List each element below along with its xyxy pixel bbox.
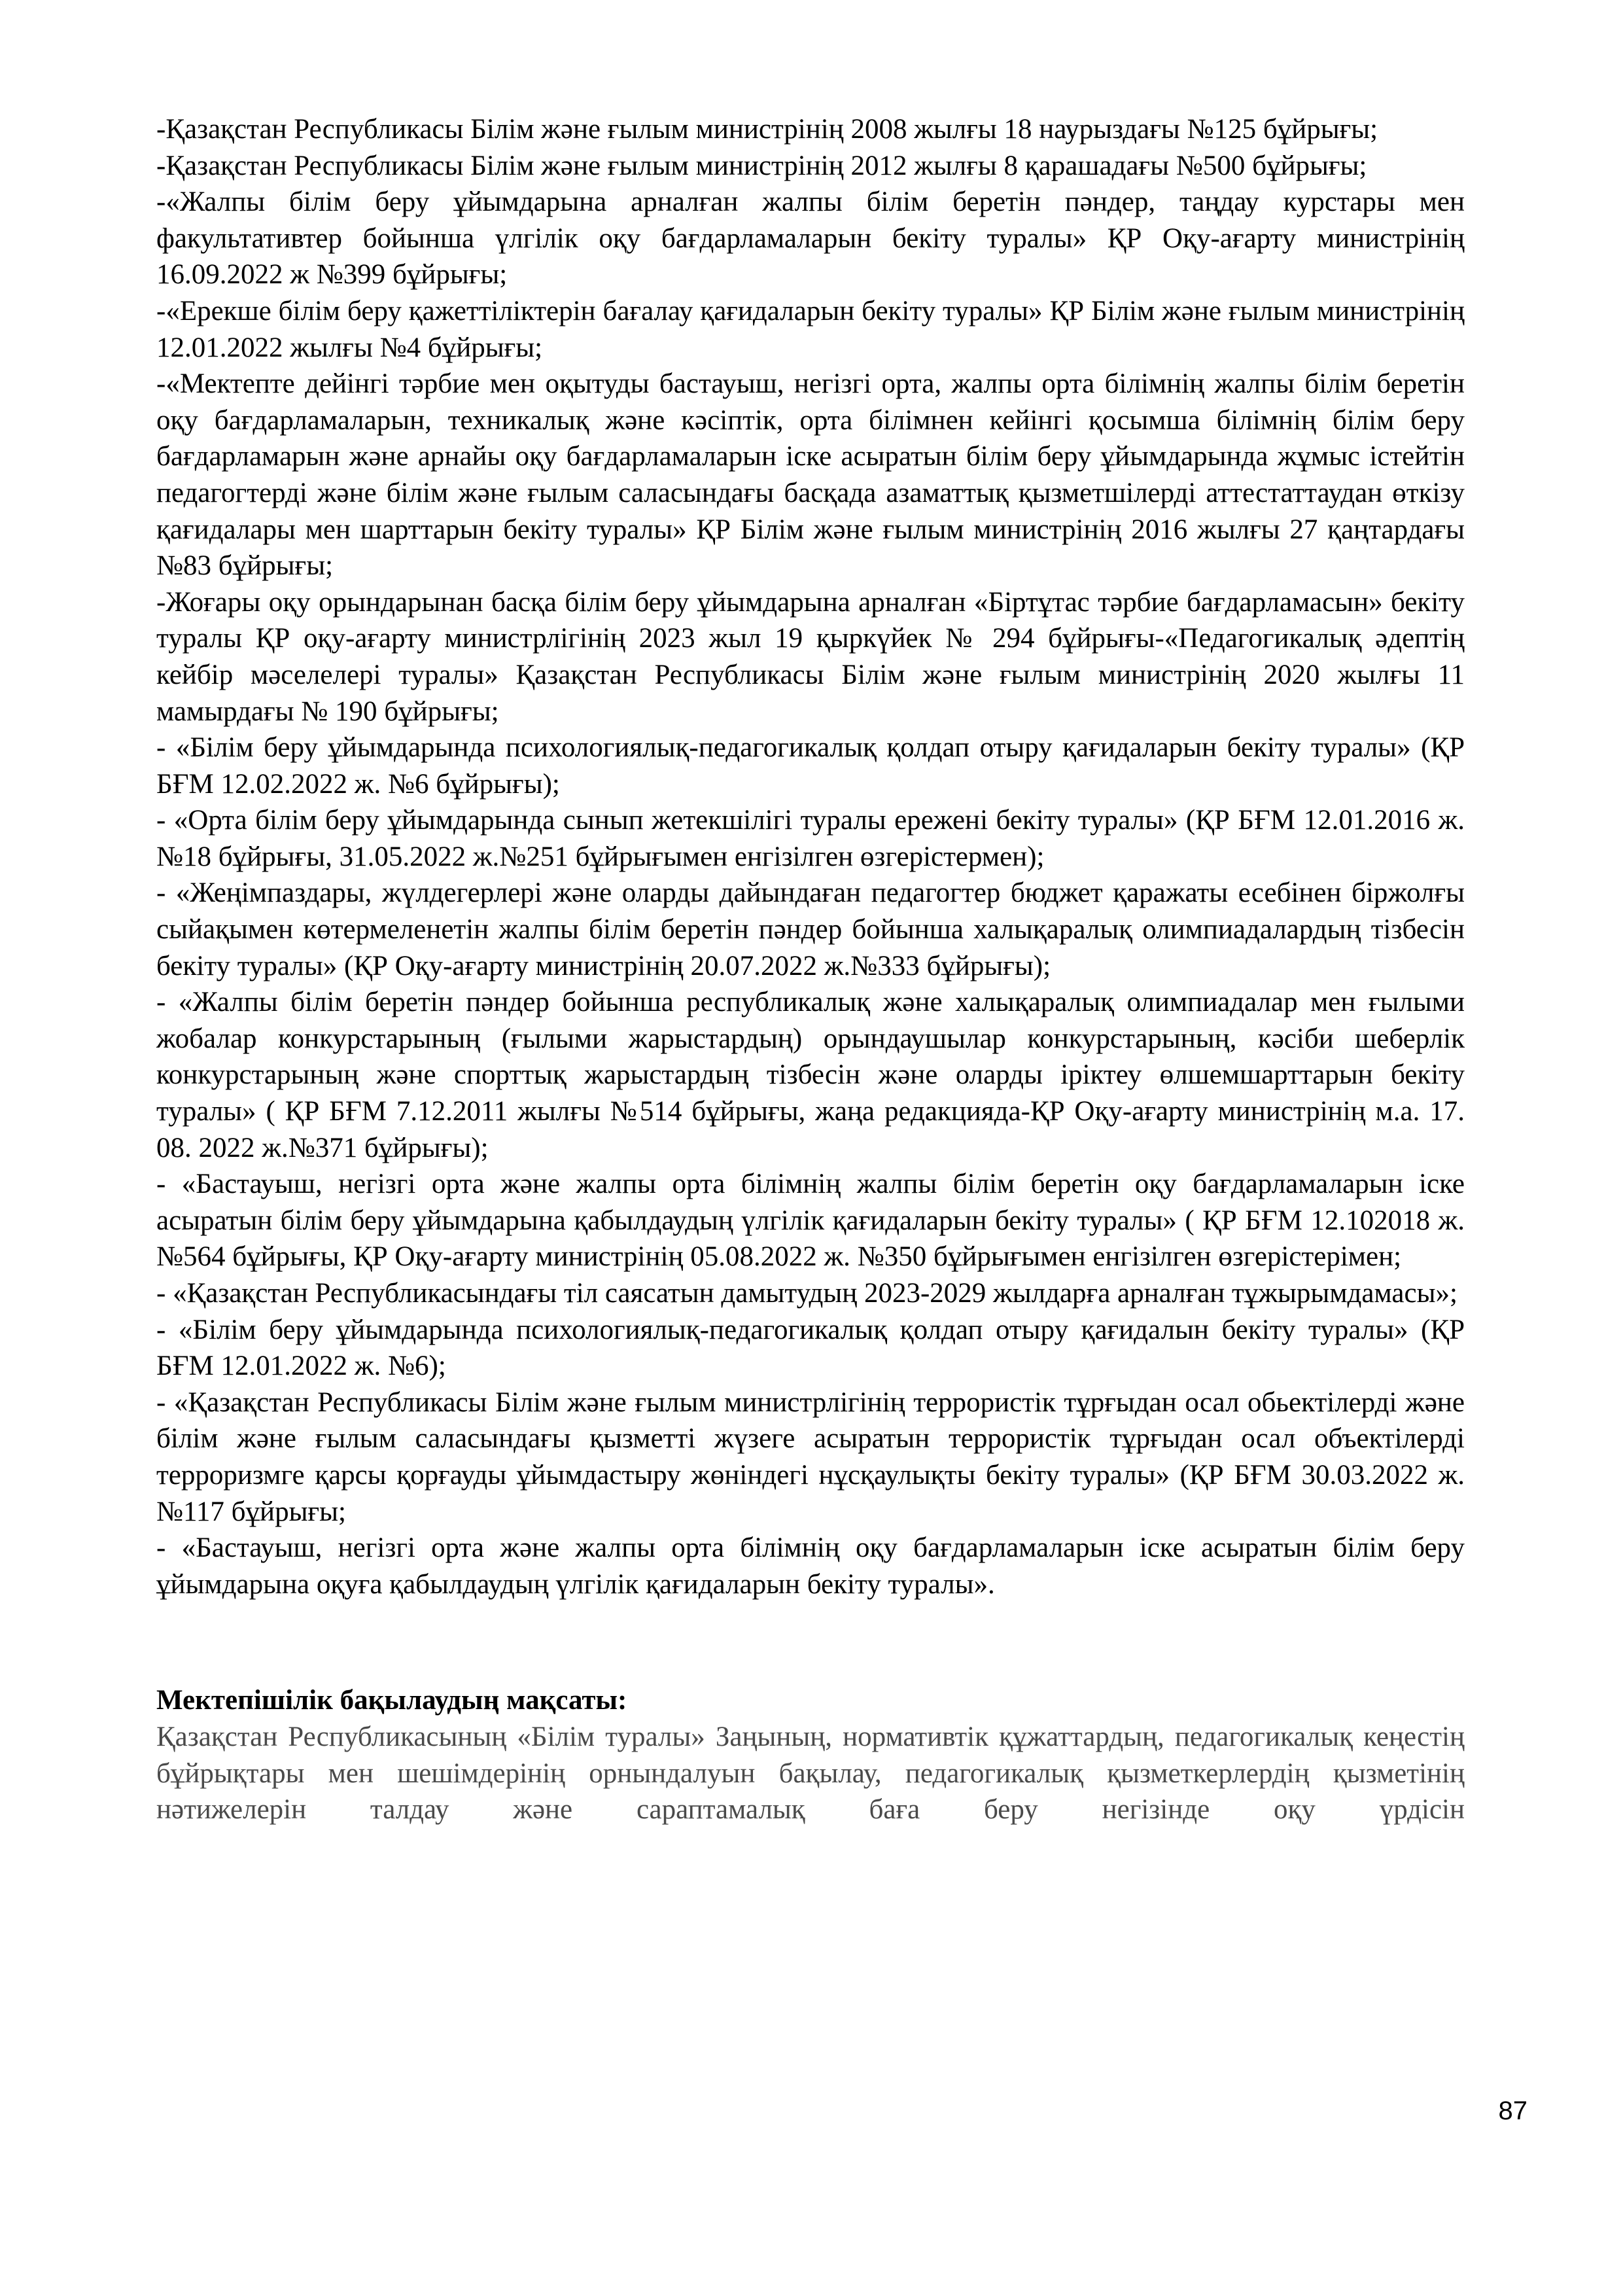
regulations-list [156,111,1465,1602]
list-item: -«Ерекше білім беру қажеттіліктерін бағалау қағидаларын бекіту туралы» ҚР Білім және ғылым министрінің 12.01.2022 жылғы №4 бұйрығы; [156,295,1465,363]
list-item: - «Орта білім беру ұйымдарында сынып жетекшілігі туралы ережені бекіту туралы» (ҚР БҒМ 12.01.2016 ж.№18 бұйрығы, 31.05.2022 ж.№251 бұйрығымен енгізілген өзгерістермен); [156,805,1465,872]
list-item: - «Қазақстан Республикасындағы тіл саясатын дамытудың 2023-2029 жылдарға арналған тұжырымдамасы»; [156,1278,1457,1309]
list-item: -«Жалпы білім беру ұйымдарына арналған жалпы білім беретін пәндер, таңдау курстары мен факультативтер бойынша үлгілік оқу бағдарламаларын бекіту туралы» ҚР Оқу-ағарту министрінің 16.09.2022 ж №399 бұйрығы; [156,186,1465,291]
list-item: - «Білім беру ұйымдарында психологиялық-педагогикалық қолдап отыру қағидалын бекіту туралы» (ҚР БҒМ 12.01.2022 ж. №6); [156,1314,1465,1382]
document-page [156,111,1465,1828]
list-item: -Қазақстан Республикасы Білім және ғылым министрінің 2012 жылғы 8 қарашадағы №500 бұйрығы; [156,150,1367,181]
section-spacer [156,1602,1465,1682]
list-item: -Жоғары оқу орындарынан басқа білім беру ұйымдарына арналған «Біртұтас тәрбие бағдарламасын» бекіту туралы ҚР оқу-ағарту министрлігінің 2023 жыл 19 қыркүйек № 294 бұйрығы-«Педагогикалық әдептің кейбір мәселелері туралы» Қазақстан Республикасы Білім және ғылым министрінің 2020 жылғы 11 мамырдағы № 190 бұйрығы; [156,586,1465,727]
page-number: 87 [1498,2096,1527,2125]
list-item: -Қазақстан Республикасы Білім және ғылым министрінің 2008 жылғы 18 наурыздағы №125 бұйрығы; [156,114,1378,145]
list-item: - «Білім беру ұйымдарында психологиялық-педагогикалық қолдап отыру қағидаларын бекіту туралы» (ҚР БҒМ 12.02.2022 ж. №6 бұйрығы); [156,732,1465,800]
list-item: - «Бастауыш, негізгі орта және жалпы орта білімнің жалпы білім беретін оқу бағдарламаларын іске асыратын білім беру ұйымдарына қабылдаудың үлгілік қағидаларын бекіту туралы» ( ҚР БҒМ 12.102018 ж. №564 бұйрығы, ҚР Оқу-ағарту министрінің 05.08.2022 ж. №350 бұйрығымен енгізілген өзгерістерімен; [156,1169,1465,1273]
list-item: - «Бастауыш, негізгі орта және жалпы орта білімнің оқу бағдарламаларын іске асыратын білім беру ұйымдарына оқуға қабылдаудың үлгілік қағидаларын бекіту туралы». [156,1532,1465,1600]
list-item: - «Қазақстан Республикасы Білім және ғылым министрлігінің террористік тұрғыдан осал обьектілерді және білім және ғылым саласындағы қызметті жүзеге асыратын террористік тұрғыдан осал объектілерді терроризмге қарсы қорғауды ұйымдастыру жөніндегі нұсқаулықты бекіту туралы» (ҚР БҒМ 30.03.2022 ж. №117 бұйрығы; [156,1386,1465,1527]
list-item: -«Мектепте дейінгі тәрбие мен оқытуды бастауыш, негізгі орта, жалпы орта білімнің жалпы білім беретін оқу бағдарламаларын, техникалық және кәсіптік, орта білімнен кейінгі қосымша білімнің білім беру бағдарламарын және арнайы оқу бағдарламаларын іске асыратын білім беру ұйымдарында жұмыс істейтін педагогтерді және білім және ғылым саласындағы басқада азаматтық қызметшілерді аттестаттаудан өткізу қағидалары мен шарттарын бекіту туралы» ҚР Білім және ғылым министрінің 2016 жылғы 27 қаңтардағы №83 бұйрығы; [156,368,1465,582]
section-heading: Мектепішілік бақылаудың мақсаты: [156,1685,627,1716]
section-text: Қазақстан Республикасының «Білім туралы» Заңының, нормативтік құжаттардың, педагогикалық кеңестің бұйрықтары мен шешімдерінің орнындалуын бақылау, педагогикалық қызметкерлердің қызметінің нәтижелерін талдау және сараптамалық баға беру негізінде оқу үрдісін [156,1721,1465,1826]
list-item: - «Жеңімпаздары, жүлдегерлері және оларды дайындаған педагогтер бюджет қаражаты есебінен біржолғы сыйақымен көтермеленетін жалпы білім беретін пәндер бойынша халықаралық олимпиадалардың тізбесін бекіту туралы» (ҚР Оқу-ағарту министрінің 20.07.2022 ж.№333 бұйрығы); [156,877,1465,981]
list-item: - «Жалпы білім беретін пәндер бойынша республикалық және халықаралық олимпиадалар мен ғылыми жобалар конкурстарының (ғылыми жарыстардың) орындаушылар конкурстарының, кәсіби шеберлік конкурстарының және спорттық жарыстардың тізбесін және оларды іріктеу өлшемшарттарын бекіту туралы» ( ҚР БҒМ 7.12.2011 жылғы №514 бұйрығы, жаңа редакцияда-ҚР Оқу-ағарту министрінің м.а. 17. 08. 2022 ж.№371 бұйрығы); [156,987,1465,1163]
